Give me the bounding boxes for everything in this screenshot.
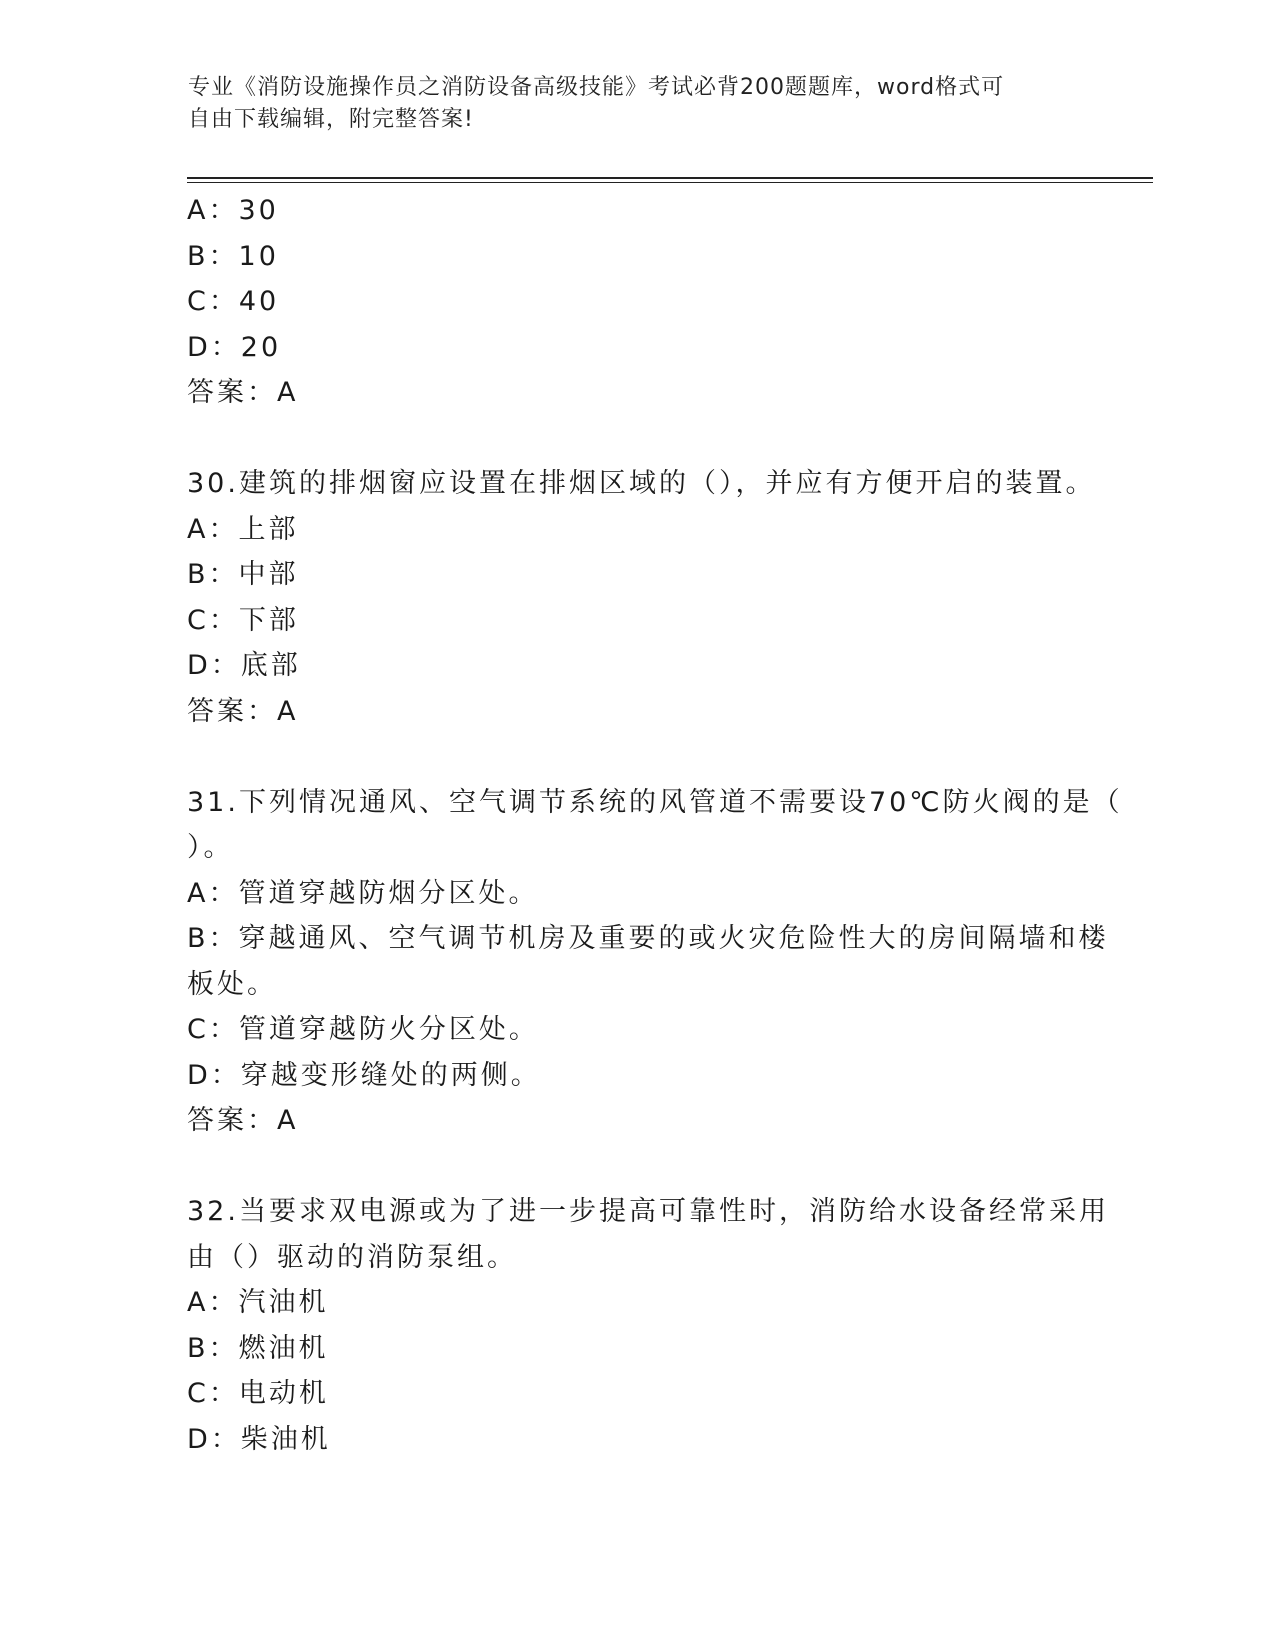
q32-option-a: A：汽油机: [187, 1287, 329, 1318]
q32-option-d: D：柴油机: [187, 1423, 331, 1455]
question-list: [187, 188, 1123, 1462]
header-rule-top: [187, 177, 1153, 179]
q29-option-d: D：20: [187, 331, 282, 363]
q30-option-b: B：中部: [187, 559, 299, 590]
q29-option-a: A：30: [187, 195, 279, 226]
q31-option-b-line-1: B：穿越通风、空气调节机房及重要的或火灾危险性大的房间隔墙和楼: [187, 923, 1109, 954]
header-line-2: 自由下载编辑，附完整答案!: [188, 107, 474, 132]
q29-answer: 答案：A: [187, 377, 299, 408]
q31-option-b-line-2: 板处。: [187, 968, 277, 1000]
q30-option-d: D：底部: [187, 650, 301, 681]
q31-stem-line-1: 31.下列情况通风、空气调节系统的风管道不需要设70℃防火阀的是（: [187, 786, 1123, 818]
q29-option-c: C：40: [187, 286, 280, 317]
q32-stem-line-2: 由（）驱动的消防泵组。: [187, 1241, 517, 1273]
q32-stem-line-1: 32.当要求双电源或为了进一步提高可靠性时，消防给水设备经常采用: [187, 1196, 1109, 1227]
question-29: [187, 188, 1087, 416]
spacer: [187, 1144, 1087, 1190]
q32-option-b: B：燃油机: [187, 1332, 329, 1364]
q30-option-a: A：上部: [187, 513, 299, 545]
q31-option-a: A：管道穿越防烟分区处。: [187, 877, 539, 909]
q30-stem: 30.建筑的排烟窗应设置在排烟区域的（），并应有方便开启的装置。: [187, 468, 1096, 499]
question-32: [187, 1189, 1109, 1462]
header-line-1: 专业《消防设施操作员之消防设备高级技能》考试必背200题题库，word格式可: [188, 75, 1005, 100]
spacer: [187, 416, 1087, 462]
q31-stem-line-2: ）。: [187, 832, 234, 863]
q29-option-b: B：10: [187, 240, 279, 272]
q31-option-d: D：穿越变形缝处的两侧。: [187, 1059, 541, 1091]
q30-option-c: C：下部: [187, 604, 299, 636]
q31-answer: 答案：A: [187, 1105, 299, 1136]
question-30: [187, 461, 1096, 734]
question-31: [187, 780, 1123, 1144]
spacer: [187, 734, 1087, 780]
q31-option-c: C：管道穿越防火分区处。: [187, 1014, 539, 1045]
header-rule-bottom: [187, 182, 1153, 183]
document-header: [188, 72, 1068, 136]
q32-option-c: C：电动机: [187, 1378, 329, 1409]
q30-answer: 答案：A: [187, 695, 299, 727]
